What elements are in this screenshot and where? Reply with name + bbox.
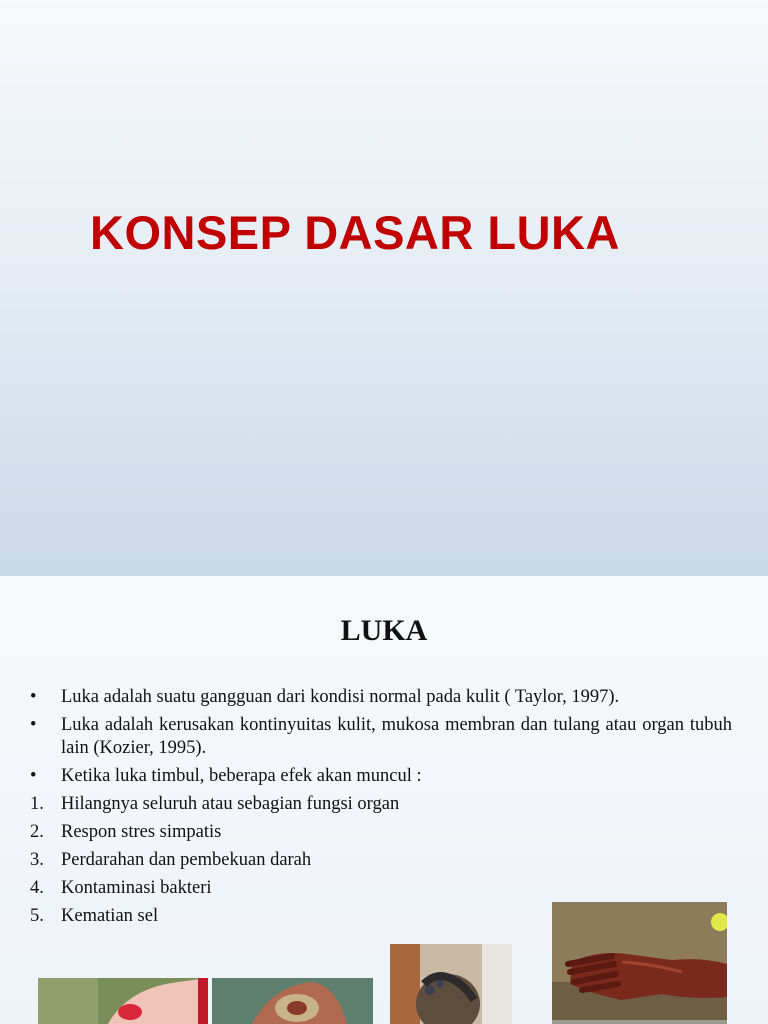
list-marker: • [30, 687, 37, 707]
list-marker: • [30, 715, 37, 735]
list-item [30, 686, 732, 709]
list-text: Kematian sel [61, 906, 159, 926]
list-marker: 2. [30, 822, 44, 842]
list-item [30, 821, 732, 844]
list-text: Hilangnya seluruh atau sebagian fungsi organ [61, 794, 400, 814]
wound-skin-photo [212, 978, 373, 1024]
list-text: Respon stres simpatis [61, 822, 222, 842]
list-item [30, 714, 732, 760]
list-text: Luka adalah suatu gangguan dari kondisi normal pada kulit ( Taylor, 1997). [61, 687, 620, 707]
wound-foot-photo [390, 944, 512, 1024]
list-item [30, 877, 732, 900]
list-item [30, 849, 732, 872]
bullet-list [30, 686, 732, 933]
list-marker: • [30, 766, 37, 786]
list-marker: 3. [30, 850, 44, 870]
content-slide [0, 576, 768, 1024]
wound-photo-partial [552, 1020, 727, 1024]
list-item [30, 765, 732, 788]
list-marker: 4. [30, 878, 44, 898]
section-title: LUKA [340, 614, 428, 647]
list-text: Luka adalah kerusakan kontinyuitas kulit, mukosa membran dan tulang atau organ tubuh lain (Kozier, 1995). [61, 715, 732, 758]
list-marker: 1. [30, 794, 44, 814]
list-text: Kontaminasi bakteri [61, 878, 212, 898]
list-text: Perdarahan dan pembekuan darah [61, 850, 312, 870]
list-item [30, 793, 732, 816]
slide-title: KONSEP DASAR LUKA [90, 206, 620, 259]
wound-elbow-photo [38, 978, 208, 1024]
list-text: Ketika luka timbul, beberapa efek akan muncul : [61, 766, 422, 786]
list-marker: 5. [30, 906, 44, 926]
wound-hand-photo [552, 902, 727, 1022]
